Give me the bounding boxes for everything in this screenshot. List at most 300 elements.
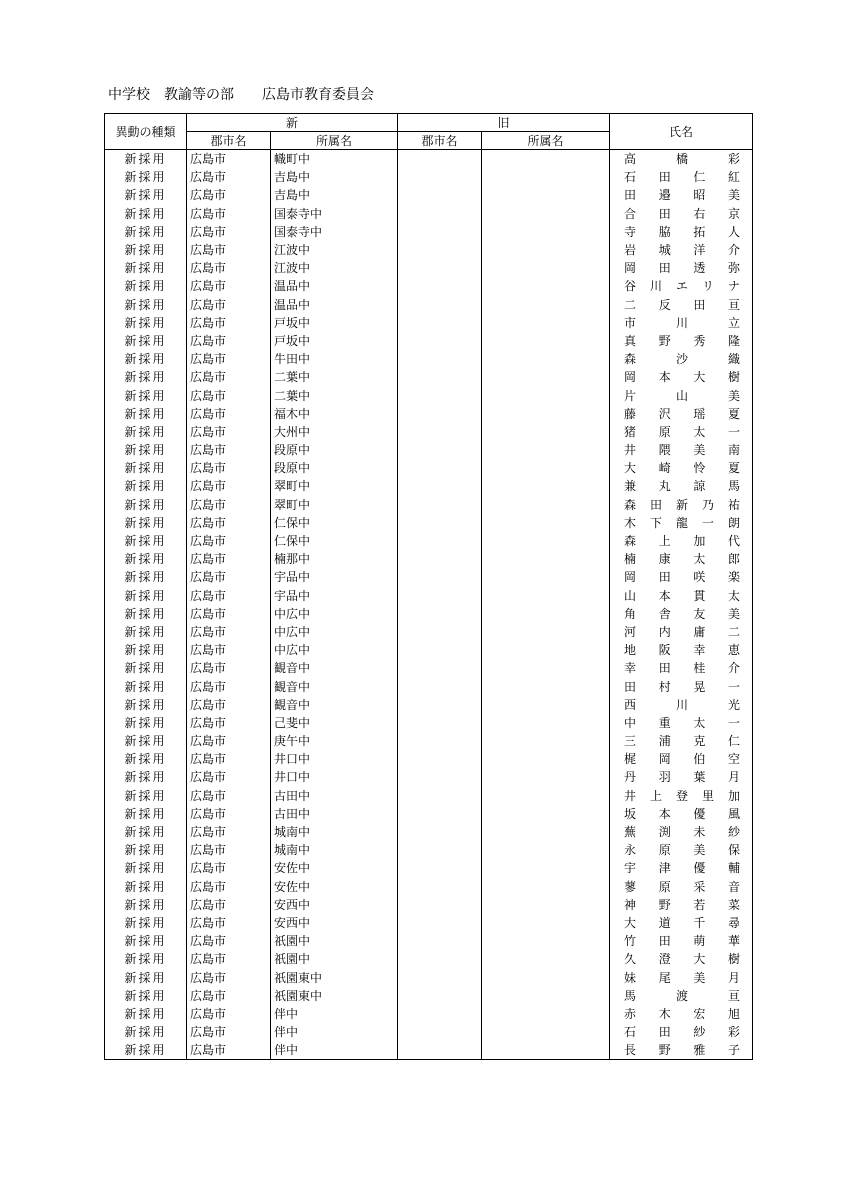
old-school-cell bbox=[482, 496, 610, 514]
table-row bbox=[105, 823, 753, 841]
old-school-cell bbox=[482, 987, 610, 1005]
page-header bbox=[108, 84, 374, 104]
new-city-cell: 広島市 bbox=[187, 805, 271, 823]
person-name: 久 澄 大 樹 bbox=[624, 952, 741, 967]
old-city-cell bbox=[398, 732, 482, 750]
name-cell bbox=[610, 168, 753, 186]
new-school-cell: 祇園中 bbox=[271, 932, 398, 950]
change-type-cell: 新採用 bbox=[105, 841, 187, 859]
change-type-cell: 新採用 bbox=[105, 768, 187, 786]
table-row bbox=[105, 987, 753, 1005]
table-body bbox=[105, 150, 753, 1060]
header-new-city: 郡市名 bbox=[187, 132, 271, 150]
change-type-cell: 新採用 bbox=[105, 550, 187, 568]
table-row bbox=[105, 805, 753, 823]
old-city-cell bbox=[398, 386, 482, 404]
new-school-cell: 戸坂中 bbox=[271, 314, 398, 332]
old-school-cell bbox=[482, 241, 610, 259]
old-city-cell bbox=[398, 186, 482, 204]
old-school-cell bbox=[482, 223, 610, 241]
new-school-cell: 安西中 bbox=[271, 914, 398, 932]
old-city-cell bbox=[398, 1023, 482, 1041]
person-name: 石 田 仁 紅 bbox=[624, 170, 741, 185]
person-name: 寺 脇 拓 人 bbox=[624, 224, 741, 239]
change-type-cell: 新採用 bbox=[105, 677, 187, 695]
old-school-cell bbox=[482, 750, 610, 768]
old-city-cell bbox=[398, 677, 482, 695]
person-name: 蓼 原 采 音 bbox=[624, 879, 741, 894]
name-cell bbox=[610, 605, 753, 623]
name-cell bbox=[610, 1041, 753, 1060]
change-type-cell: 新採用 bbox=[105, 932, 187, 950]
change-type-cell: 新採用 bbox=[105, 896, 187, 914]
table-row bbox=[105, 605, 753, 623]
old-city-cell bbox=[398, 296, 482, 314]
old-city-cell bbox=[398, 987, 482, 1005]
table-row bbox=[105, 714, 753, 732]
person-name: 神 野 若 菜 bbox=[624, 897, 741, 912]
old-school-cell bbox=[482, 350, 610, 368]
old-school-cell bbox=[482, 1041, 610, 1060]
old-school-cell bbox=[482, 332, 610, 350]
person-name: 森 上 加 代 bbox=[624, 534, 741, 549]
person-name: 楠 康 太 郎 bbox=[624, 552, 741, 567]
new-school-cell: 井口中 bbox=[271, 750, 398, 768]
change-type-cell: 新採用 bbox=[105, 641, 187, 659]
person-name: 坂 本 優 風 bbox=[624, 806, 741, 821]
change-type-cell: 新採用 bbox=[105, 223, 187, 241]
old-city-cell bbox=[398, 350, 482, 368]
person-name: 岡 田 透 弥 bbox=[624, 261, 741, 276]
name-cell bbox=[610, 987, 753, 1005]
new-city-cell: 広島市 bbox=[187, 896, 271, 914]
new-city-cell: 広島市 bbox=[187, 277, 271, 295]
new-city-cell: 広島市 bbox=[187, 223, 271, 241]
table-row bbox=[105, 296, 753, 314]
name-cell bbox=[610, 914, 753, 932]
old-city-cell bbox=[398, 896, 482, 914]
old-city-cell bbox=[398, 605, 482, 623]
person-name: 合 田 右 京 bbox=[624, 206, 741, 221]
old-school-cell bbox=[482, 805, 610, 823]
new-city-cell: 広島市 bbox=[187, 841, 271, 859]
new-school-cell: 国泰寺中 bbox=[271, 205, 398, 223]
old-city-cell bbox=[398, 823, 482, 841]
old-city-cell bbox=[398, 587, 482, 605]
name-cell bbox=[610, 859, 753, 877]
old-school-cell bbox=[482, 386, 610, 404]
old-city-cell bbox=[398, 787, 482, 805]
change-type-cell: 新採用 bbox=[105, 314, 187, 332]
change-type-cell: 新採用 bbox=[105, 750, 187, 768]
new-city-cell: 広島市 bbox=[187, 914, 271, 932]
old-school-cell bbox=[482, 368, 610, 386]
change-type-cell: 新採用 bbox=[105, 714, 187, 732]
header-board: 広島市教育委員会 bbox=[262, 87, 374, 103]
new-city-cell: 広島市 bbox=[187, 332, 271, 350]
old-city-cell bbox=[398, 750, 482, 768]
old-city-cell bbox=[398, 859, 482, 877]
old-school-cell bbox=[482, 587, 610, 605]
new-school-cell: 宇品中 bbox=[271, 587, 398, 605]
new-school-cell: 観音中 bbox=[271, 696, 398, 714]
name-cell bbox=[610, 368, 753, 386]
old-school-cell bbox=[482, 1005, 610, 1023]
table-row bbox=[105, 368, 753, 386]
new-school-cell: 仁保中 bbox=[271, 532, 398, 550]
new-school-cell: 福木中 bbox=[271, 405, 398, 423]
new-school-cell: 江波中 bbox=[271, 241, 398, 259]
table-row bbox=[105, 532, 753, 550]
name-cell bbox=[610, 477, 753, 495]
old-school-cell bbox=[482, 841, 610, 859]
new-city-cell: 広島市 bbox=[187, 823, 271, 841]
new-city-cell: 広島市 bbox=[187, 859, 271, 877]
new-school-cell: 翠町中 bbox=[271, 496, 398, 514]
name-cell bbox=[610, 641, 753, 659]
change-type-cell: 新採用 bbox=[105, 823, 187, 841]
table-row bbox=[105, 550, 753, 568]
new-city-cell: 広島市 bbox=[187, 241, 271, 259]
person-name: 中 重 太 一 bbox=[624, 715, 741, 730]
table-row bbox=[105, 677, 753, 695]
old-city-cell bbox=[398, 841, 482, 859]
new-school-cell: 吉島中 bbox=[271, 168, 398, 186]
new-school-cell: 古田中 bbox=[271, 787, 398, 805]
table-row bbox=[105, 259, 753, 277]
new-school-cell: 城南中 bbox=[271, 841, 398, 859]
name-cell bbox=[610, 205, 753, 223]
name-cell bbox=[610, 459, 753, 477]
old-city-cell bbox=[398, 168, 482, 186]
table-row bbox=[105, 241, 753, 259]
change-type-cell: 新採用 bbox=[105, 987, 187, 1005]
person-name: 地 阪 幸 恵 bbox=[624, 643, 741, 658]
new-school-cell: 戸坂中 bbox=[271, 332, 398, 350]
change-type-cell: 新採用 bbox=[105, 205, 187, 223]
old-school-cell bbox=[482, 696, 610, 714]
table-row bbox=[105, 223, 753, 241]
old-city-cell bbox=[398, 768, 482, 786]
person-name: 二 反 田 亘 bbox=[624, 297, 741, 312]
change-type-cell: 新採用 bbox=[105, 532, 187, 550]
old-school-cell bbox=[482, 514, 610, 532]
table-row bbox=[105, 696, 753, 714]
new-city-cell: 広島市 bbox=[187, 423, 271, 441]
person-name: 猪 原 太 一 bbox=[624, 424, 741, 439]
new-city-cell: 広島市 bbox=[187, 750, 271, 768]
old-city-cell bbox=[398, 714, 482, 732]
table-row bbox=[105, 441, 753, 459]
new-school-cell: 中広中 bbox=[271, 641, 398, 659]
name-cell bbox=[610, 750, 753, 768]
old-school-cell bbox=[482, 1023, 610, 1041]
old-city-cell bbox=[398, 950, 482, 968]
new-school-cell: 翠町中 bbox=[271, 477, 398, 495]
change-type-cell: 新採用 bbox=[105, 277, 187, 295]
person-name: 田 村 晃 一 bbox=[624, 679, 741, 694]
name-cell bbox=[610, 259, 753, 277]
table-row bbox=[105, 859, 753, 877]
name-cell bbox=[610, 223, 753, 241]
old-city-cell bbox=[398, 532, 482, 550]
change-type-cell: 新採用 bbox=[105, 296, 187, 314]
change-type-cell: 新採用 bbox=[105, 332, 187, 350]
table-row bbox=[105, 386, 753, 404]
new-city-cell: 広島市 bbox=[187, 168, 271, 186]
old-city-cell bbox=[398, 914, 482, 932]
change-type-cell: 新採用 bbox=[105, 259, 187, 277]
new-city-cell: 広島市 bbox=[187, 496, 271, 514]
old-city-cell bbox=[398, 459, 482, 477]
change-type-cell: 新採用 bbox=[105, 914, 187, 932]
name-cell bbox=[610, 732, 753, 750]
new-city-cell: 広島市 bbox=[187, 186, 271, 204]
name-cell bbox=[610, 1023, 753, 1041]
old-school-cell bbox=[482, 732, 610, 750]
old-school-cell bbox=[482, 677, 610, 695]
person-name: 石 田 紗 彩 bbox=[624, 1025, 741, 1040]
old-school-cell bbox=[482, 932, 610, 950]
name-cell bbox=[610, 968, 753, 986]
new-school-cell: 二葉中 bbox=[271, 368, 398, 386]
old-city-cell bbox=[398, 223, 482, 241]
change-type-cell: 新採用 bbox=[105, 186, 187, 204]
table-row bbox=[105, 950, 753, 968]
change-type-cell: 新採用 bbox=[105, 150, 187, 169]
name-cell bbox=[610, 314, 753, 332]
new-city-cell: 広島市 bbox=[187, 259, 271, 277]
change-type-cell: 新採用 bbox=[105, 477, 187, 495]
old-school-cell bbox=[482, 477, 610, 495]
person-name: 梶 岡 伯 空 bbox=[624, 752, 741, 767]
change-type-cell: 新採用 bbox=[105, 1023, 187, 1041]
old-city-cell bbox=[398, 205, 482, 223]
old-school-cell bbox=[482, 168, 610, 186]
name-cell bbox=[610, 241, 753, 259]
change-type-cell: 新採用 bbox=[105, 623, 187, 641]
table-row bbox=[105, 568, 753, 586]
header-school-level: 中学校 bbox=[108, 87, 150, 103]
name-cell bbox=[610, 532, 753, 550]
new-school-cell: 温品中 bbox=[271, 296, 398, 314]
change-type-cell: 新採用 bbox=[105, 1041, 187, 1060]
new-city-cell: 広島市 bbox=[187, 386, 271, 404]
new-school-cell: 大州中 bbox=[271, 423, 398, 441]
person-name: 丹 羽 葉 月 bbox=[624, 770, 741, 785]
name-cell bbox=[610, 350, 753, 368]
new-city-cell: 広島市 bbox=[187, 878, 271, 896]
person-name: 森 田 新 乃 祐 bbox=[624, 497, 740, 512]
old-city-cell bbox=[398, 405, 482, 423]
change-type-cell: 新採用 bbox=[105, 950, 187, 968]
new-city-cell: 広島市 bbox=[187, 532, 271, 550]
name-cell bbox=[610, 514, 753, 532]
change-type-cell: 新採用 bbox=[105, 496, 187, 514]
name-cell bbox=[610, 186, 753, 204]
old-city-cell bbox=[398, 241, 482, 259]
person-name: 河 内 庸 二 bbox=[624, 624, 741, 639]
person-name: 木 下 龍 一 朗 bbox=[624, 515, 740, 530]
change-type-cell: 新採用 bbox=[105, 878, 187, 896]
new-school-cell: 祇園中 bbox=[271, 950, 398, 968]
new-city-cell: 広島市 bbox=[187, 987, 271, 1005]
header-old: 旧 bbox=[398, 114, 610, 132]
name-cell bbox=[610, 878, 753, 896]
old-school-cell bbox=[482, 186, 610, 204]
change-type-cell: 新採用 bbox=[105, 168, 187, 186]
person-name: 山 本 貫 太 bbox=[624, 588, 741, 603]
old-city-cell bbox=[398, 423, 482, 441]
change-type-cell: 新採用 bbox=[105, 659, 187, 677]
change-type-cell: 新採用 bbox=[105, 441, 187, 459]
old-city-cell bbox=[398, 968, 482, 986]
new-school-cell: 仁保中 bbox=[271, 514, 398, 532]
new-school-cell: 楠那中 bbox=[271, 550, 398, 568]
new-city-cell: 広島市 bbox=[187, 368, 271, 386]
old-city-cell bbox=[398, 496, 482, 514]
new-city-cell: 広島市 bbox=[187, 459, 271, 477]
new-school-cell: 江波中 bbox=[271, 259, 398, 277]
table-row bbox=[105, 314, 753, 332]
person-name: 市 川 立 bbox=[624, 315, 741, 330]
new-city-cell: 広島市 bbox=[187, 550, 271, 568]
name-cell bbox=[610, 768, 753, 786]
change-type-cell: 新採用 bbox=[105, 241, 187, 259]
name-cell bbox=[610, 277, 753, 295]
table-row bbox=[105, 1041, 753, 1060]
name-cell bbox=[610, 932, 753, 950]
new-city-cell: 広島市 bbox=[187, 568, 271, 586]
old-city-cell bbox=[398, 150, 482, 169]
name-cell bbox=[610, 587, 753, 605]
old-city-cell bbox=[398, 568, 482, 586]
new-city-cell: 広島市 bbox=[187, 641, 271, 659]
new-school-cell: 牛田中 bbox=[271, 350, 398, 368]
new-city-cell: 広島市 bbox=[187, 314, 271, 332]
old-city-cell bbox=[398, 932, 482, 950]
new-city-cell: 広島市 bbox=[187, 514, 271, 532]
new-school-cell: 安佐中 bbox=[271, 859, 398, 877]
new-city-cell: 広島市 bbox=[187, 659, 271, 677]
table-row bbox=[105, 405, 753, 423]
table-row bbox=[105, 1023, 753, 1041]
old-school-cell bbox=[482, 568, 610, 586]
old-city-cell bbox=[398, 696, 482, 714]
change-type-cell: 新採用 bbox=[105, 514, 187, 532]
old-school-cell bbox=[482, 823, 610, 841]
old-school-cell bbox=[482, 277, 610, 295]
new-school-cell: 伴中 bbox=[271, 1041, 398, 1060]
old-city-cell bbox=[398, 1005, 482, 1023]
old-city-cell bbox=[398, 332, 482, 350]
name-cell bbox=[610, 896, 753, 914]
table-row bbox=[105, 659, 753, 677]
old-city-cell bbox=[398, 368, 482, 386]
new-city-cell: 広島市 bbox=[187, 787, 271, 805]
person-name: 井 隈 美 南 bbox=[624, 443, 741, 458]
change-type-cell: 新採用 bbox=[105, 696, 187, 714]
person-name: 真 野 秀 隆 bbox=[624, 333, 741, 348]
change-type-cell: 新採用 bbox=[105, 405, 187, 423]
old-city-cell bbox=[398, 441, 482, 459]
table-row bbox=[105, 623, 753, 641]
person-name: 片 山 美 bbox=[624, 388, 741, 403]
old-city-cell bbox=[398, 659, 482, 677]
new-city-cell: 広島市 bbox=[187, 605, 271, 623]
person-name: 岡 本 大 樹 bbox=[624, 370, 741, 385]
change-type-cell: 新採用 bbox=[105, 459, 187, 477]
old-school-cell bbox=[482, 659, 610, 677]
table-row bbox=[105, 496, 753, 514]
new-city-cell: 広島市 bbox=[187, 477, 271, 495]
new-school-cell: 伴中 bbox=[271, 1005, 398, 1023]
person-name: 兼 丸 諒 馬 bbox=[624, 479, 741, 494]
new-city-cell: 広島市 bbox=[187, 714, 271, 732]
new-school-cell: 温品中 bbox=[271, 277, 398, 295]
table-row bbox=[105, 587, 753, 605]
old-school-cell bbox=[482, 532, 610, 550]
name-cell bbox=[610, 805, 753, 823]
name-cell bbox=[610, 950, 753, 968]
old-school-cell bbox=[482, 768, 610, 786]
person-name: 大 道 千 尋 bbox=[624, 915, 741, 930]
old-city-cell bbox=[398, 1041, 482, 1060]
person-name: 蕪 渕 未 紗 bbox=[624, 825, 741, 840]
old-school-cell bbox=[482, 441, 610, 459]
table-row bbox=[105, 205, 753, 223]
person-name: 西 川 光 bbox=[624, 697, 741, 712]
new-school-cell: 幟町中 bbox=[271, 150, 398, 169]
person-name: 藤 沢 瑶 夏 bbox=[624, 406, 741, 421]
table-row bbox=[105, 477, 753, 495]
table-row bbox=[105, 750, 753, 768]
new-city-cell: 広島市 bbox=[187, 932, 271, 950]
change-type-cell: 新採用 bbox=[105, 386, 187, 404]
change-type-cell: 新採用 bbox=[105, 350, 187, 368]
old-school-cell bbox=[482, 459, 610, 477]
table-row bbox=[105, 514, 753, 532]
person-name: 田 邉 昭 美 bbox=[624, 188, 741, 203]
old-city-cell bbox=[398, 277, 482, 295]
header-change-type: 異動の種類 bbox=[105, 114, 187, 150]
new-school-cell: 観音中 bbox=[271, 659, 398, 677]
old-school-cell bbox=[482, 968, 610, 986]
new-school-cell: 城南中 bbox=[271, 823, 398, 841]
person-name: 谷 川 エ リ ナ bbox=[624, 279, 740, 294]
old-city-cell bbox=[398, 550, 482, 568]
new-school-cell: 祇園東中 bbox=[271, 987, 398, 1005]
person-name: 赤 木 宏 旭 bbox=[624, 1006, 741, 1021]
old-city-cell bbox=[398, 514, 482, 532]
new-city-cell: 広島市 bbox=[187, 441, 271, 459]
old-school-cell bbox=[482, 623, 610, 641]
change-type-cell: 新採用 bbox=[105, 568, 187, 586]
table-row bbox=[105, 1005, 753, 1023]
new-school-cell: 中広中 bbox=[271, 623, 398, 641]
new-city-cell: 広島市 bbox=[187, 587, 271, 605]
old-city-cell bbox=[398, 623, 482, 641]
person-name: 岩 城 洋 介 bbox=[624, 243, 741, 258]
old-school-cell bbox=[482, 550, 610, 568]
table-row bbox=[105, 732, 753, 750]
new-city-cell: 広島市 bbox=[187, 205, 271, 223]
name-cell bbox=[610, 296, 753, 314]
table-row bbox=[105, 168, 753, 186]
old-school-cell bbox=[482, 314, 610, 332]
name-cell bbox=[610, 405, 753, 423]
old-city-cell bbox=[398, 477, 482, 495]
